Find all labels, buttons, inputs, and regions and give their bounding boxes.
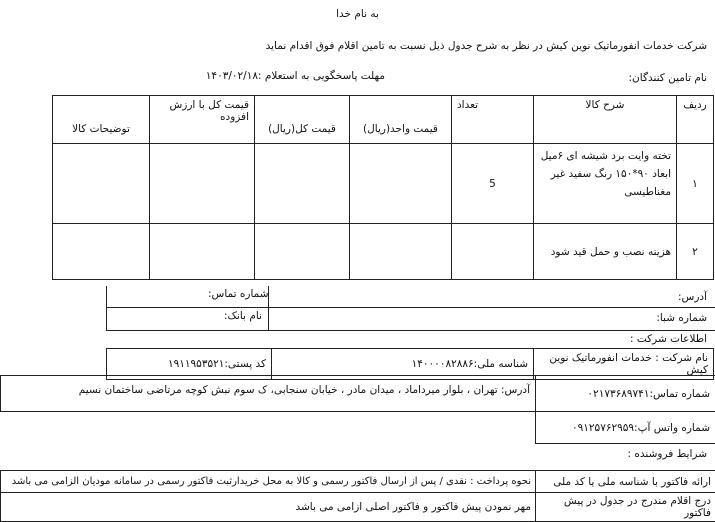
item-description: هزینه نصب و حمل قید شود [534, 224, 677, 280]
vendor-terms-table [0, 470, 715, 522]
item-total-vat [150, 144, 255, 224]
company-whatsapp: شماره واتس آپ:۰۹۱۲۵۷۶۲۹۵۹ [536, 412, 715, 444]
item-unit-price [350, 144, 452, 224]
header-row-number: ردیف [677, 96, 714, 144]
intro-text: شرکت خدمات انفورماتیک نوین کیش در نظر به شرح جدول ذیل نسبت به تامین اقلام فوق اقدام نماید [265, 40, 707, 52]
header-total-price: قیمت کل(ریال) [255, 96, 350, 144]
header-unit-price: قیمت واحد(ریال) [350, 96, 452, 144]
item-total-price [255, 224, 350, 280]
vendor-name-label: نام تامین کنندگان: [628, 72, 707, 84]
company-info-heading: اطلاعات شرکت : [629, 333, 707, 345]
header-total-vat: قیمت کل با ارزش افزوده [150, 96, 255, 144]
item-description-line: ابعاد ۹۰*۱۵۰ رنگ سفید غیر [550, 168, 671, 180]
vendor-box-left-border [106, 286, 107, 330]
item-notes [53, 144, 150, 224]
company-contact-table [0, 375, 715, 444]
row-number: ۱ [677, 144, 714, 224]
terms-payment-method: نحوه پرداخت : نقدی / پس از ارسال فاکتور رسمی و کالا به محل خریدارثبت فاکتور رسمی در سامانه مودیان الزامی می باشد [1, 471, 536, 493]
item-total-price [255, 144, 350, 224]
deadline-value: ۱۴۰۳/۰۲/۱۸ [205, 70, 258, 82]
page-title: به نام خدا [336, 8, 379, 20]
address-label: آدرس: [677, 291, 707, 303]
terms-list-items: درج اقلام مندرج در جدول در پیش فاکتور [536, 493, 715, 522]
item-notes [53, 224, 150, 280]
company-address: آدرس: تهران ، بلوار میرداماد ، میدان مادر ، خیابان سنجابی، ک سوم نبش کوچه مرتاضی ساختمان نسیم [1, 376, 536, 412]
item-quantity: 5 [452, 144, 534, 224]
item-unit-price [350, 224, 452, 280]
table-row [53, 144, 714, 224]
sheba-label: شماره شبا: [656, 312, 707, 324]
items-table [52, 95, 714, 280]
header-notes: توضیحات کالا [53, 96, 150, 144]
item-total-vat [150, 224, 255, 280]
row-number: ۲ [677, 224, 714, 280]
vendor-terms-heading: شرایط فروشنده : [627, 448, 707, 460]
contact-number-label: شماره تماس: [208, 288, 269, 300]
bank-name-label: نام بانک: [224, 310, 262, 322]
deadline-label: مهلت پاسخگویی به استعلام : [258, 70, 385, 82]
item-description-line: مغناطیسی [624, 186, 671, 198]
item-description-line: تخته وایت برد شیشه ای ۶میل [540, 150, 671, 162]
company-postal-code: کد پستی:۱۹۱۱۹۵۳۵۲۱ [107, 349, 272, 380]
item-description [534, 144, 677, 224]
item-quantity [452, 224, 534, 280]
header-quantity: تعداد [452, 96, 534, 144]
company-name: نام شرکت : خدمات انفورماتیک نوین کیش [534, 349, 714, 380]
vendor-box-bottom [106, 330, 715, 331]
empty-cell [1, 412, 536, 444]
header-description: شرح کالا [534, 96, 677, 144]
company-national-id: شناسه ملی:۱۴۰۰۰۰۸۲۸۸۶ [272, 349, 534, 380]
vendor-row-divider [106, 307, 715, 308]
deadline [206, 70, 385, 82]
terms-stamp-invoices: مهر نمودن پیش فاکتور و فاکتور اصلی ازامی می باشد [1, 493, 536, 522]
table-row [53, 224, 714, 280]
terms-invoice-id: ارائه فاکتور با شناسه ملی یا کد ملی [536, 471, 715, 493]
company-phone: شماره تماس:۰۲۱۷۳۶۸۹۷۴۱ [536, 376, 715, 412]
